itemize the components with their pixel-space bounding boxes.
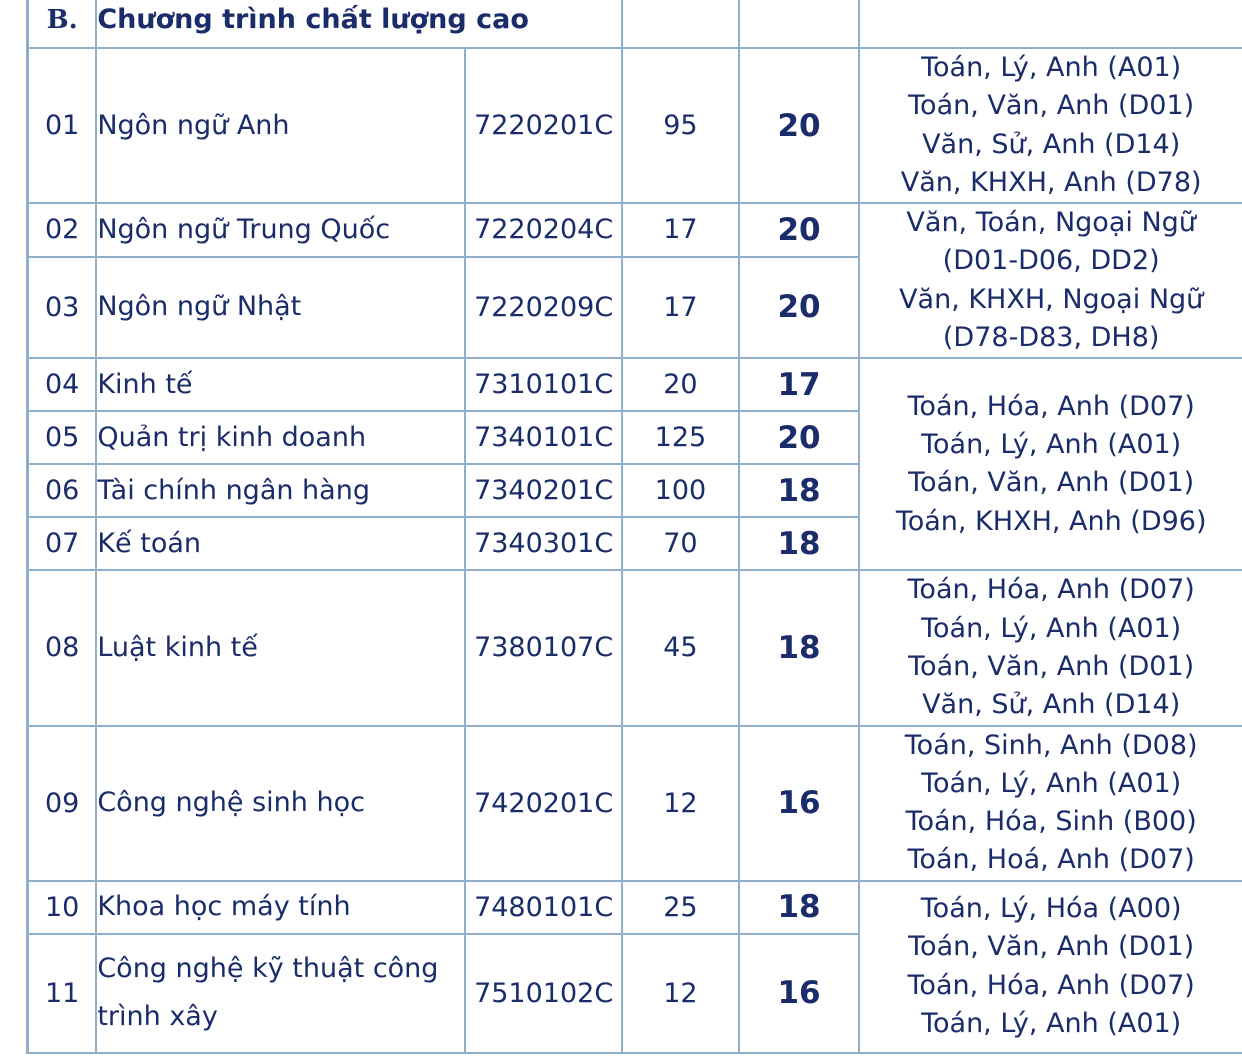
program-name: Kinh tế — [96, 358, 465, 411]
row-number: 11 — [28, 934, 97, 1053]
score: 18 — [739, 464, 860, 517]
empty-cell — [622, 0, 739, 48]
program-name: Quản trị kinh doanh — [96, 411, 465, 464]
table-row — [28, 48, 1242, 203]
subject-combination: Toán, KHXH, Anh (D96) — [895, 505, 1207, 537]
table-row — [28, 570, 1242, 725]
subject-group-cell — [859, 48, 1242, 203]
program-name: Tài chính ngân hàng — [96, 464, 465, 517]
program-code: 7340201C — [465, 464, 622, 517]
subject-combination: Toán, Lý, Anh (A01) — [921, 767, 1182, 799]
subject-combination: Toán, Lý, Anh (A01) — [921, 429, 1182, 461]
section-label: B. — [28, 0, 97, 48]
program-name: Luật kinh tế — [96, 570, 465, 725]
score: 20 — [739, 411, 860, 464]
row-number: 06 — [28, 464, 97, 517]
subject-combination: Văn, Sử, Anh (D14) — [922, 689, 1181, 721]
program-name: Kế toán — [96, 517, 465, 570]
empty-cell — [739, 0, 860, 48]
quota: 95 — [622, 48, 739, 203]
program-code: 7220204C — [465, 203, 622, 256]
row-number: 02 — [28, 203, 97, 256]
subject-combination: Toán, Lý, Hóa (A00) — [920, 893, 1182, 925]
quota: 45 — [622, 570, 739, 725]
subject-combination: Toán, Văn, Anh (D01) — [908, 467, 1195, 499]
quota: 125 — [622, 411, 739, 464]
subject-combination: Toán, Hóa, Anh (D07) — [907, 574, 1195, 606]
table-row — [28, 881, 1242, 934]
subject-combination: Văn, KHXH, Anh (D78) — [900, 166, 1202, 198]
admission-table — [26, 0, 1242, 1054]
subject-combination: Toán, Văn, Anh (D01) — [908, 90, 1195, 122]
row-number: 08 — [28, 570, 97, 725]
subject-group-cell — [859, 570, 1242, 725]
subject-combination: Văn, Toán, Ngoại Ngữ — [906, 207, 1196, 239]
program-code: 7420201C — [465, 726, 622, 881]
program-code: 7310101C — [465, 358, 622, 411]
program-name-line: Công nghệ kỹ thuật công — [97, 953, 439, 985]
program-name-text: Ngôn ngữ Trung Quốc — [97, 213, 391, 245]
subject-group-cell — [859, 881, 1242, 1053]
score: 17 — [739, 358, 860, 411]
score: 18 — [739, 881, 860, 934]
section-header-row — [28, 0, 1242, 48]
quota: 17 — [622, 203, 739, 256]
subject-combination: Văn, KHXH, Ngoại Ngữ — [899, 283, 1204, 315]
row-number: 09 — [28, 726, 97, 881]
program-code: 7380107C — [465, 570, 622, 725]
row-number: 10 — [28, 881, 97, 934]
program-name: Ngôn ngữ Anh — [96, 48, 465, 203]
program-name: Khoa học máy tính — [96, 881, 465, 934]
subject-combination: Toán, Lý, Anh (A01) — [921, 52, 1182, 83]
quota: 70 — [622, 517, 739, 570]
quota: 100 — [622, 464, 739, 517]
quota: 17 — [622, 257, 739, 359]
row-number: 01 — [28, 48, 97, 203]
table-row — [28, 358, 1242, 411]
row-number: 07 — [28, 517, 97, 570]
row-number: 04 — [28, 358, 97, 411]
subject-group-cell — [859, 203, 1242, 358]
program-name — [96, 203, 465, 256]
section-title: Chương trình chất lượng cao — [96, 0, 622, 48]
row-number: 03 — [28, 257, 97, 359]
program-name: Công nghệ sinh học — [96, 726, 465, 881]
program-code: 7340301C — [465, 517, 622, 570]
subject-combination: Toán, Hóa, Anh (D07) — [907, 390, 1195, 422]
subject-combination: Văn, Sử, Anh (D14) — [922, 128, 1181, 160]
program-name-line: trình xây — [97, 1001, 218, 1033]
program-code: 7340101C — [465, 411, 622, 464]
subject-combination: Toán, Sinh, Anh (D08) — [904, 729, 1198, 761]
quota: 20 — [622, 358, 739, 411]
quota: 25 — [622, 881, 739, 934]
quota: 12 — [622, 934, 739, 1053]
program-code: 7220209C — [465, 257, 622, 359]
subject-combination: Toán, Lý, Anh (A01) — [921, 612, 1182, 644]
score: 20 — [739, 257, 860, 359]
score: 20 — [739, 48, 860, 203]
score: 18 — [739, 570, 860, 725]
subject-combination: (D78-D83, DH8) — [942, 322, 1160, 354]
subject-combination: Toán, Hóa, Anh (D07) — [907, 969, 1195, 1001]
score: 16 — [739, 934, 860, 1053]
subject-combination: Toán, Hoá, Anh (D07) — [907, 844, 1195, 876]
subject-combination: Toán, Lý, Anh (A01) — [921, 1008, 1182, 1040]
program-code: 7510102C — [465, 934, 622, 1053]
score: 18 — [739, 517, 860, 570]
subject-combination: Toán, Hóa, Sinh (B00) — [905, 806, 1197, 838]
score: 16 — [739, 726, 860, 881]
score: 20 — [739, 203, 860, 256]
empty-cell — [859, 0, 1242, 48]
program-code: 7480101C — [465, 881, 622, 934]
table-row — [28, 203, 1242, 256]
program-code: 7220201C — [465, 48, 622, 203]
row-number: 05 — [28, 411, 97, 464]
program-name: Ngôn ngữ Nhật — [96, 257, 465, 359]
program-name — [96, 934, 465, 1053]
subject-group-cell — [859, 726, 1242, 881]
subject-combination: Toán, Văn, Anh (D01) — [908, 650, 1195, 682]
subject-combination: Toán, Văn, Anh (D01) — [908, 931, 1195, 963]
table-row — [28, 726, 1242, 881]
quota: 12 — [622, 726, 739, 881]
subject-combination: (D01-D06, DD2) — [942, 245, 1160, 277]
subject-group-cell — [859, 358, 1242, 570]
